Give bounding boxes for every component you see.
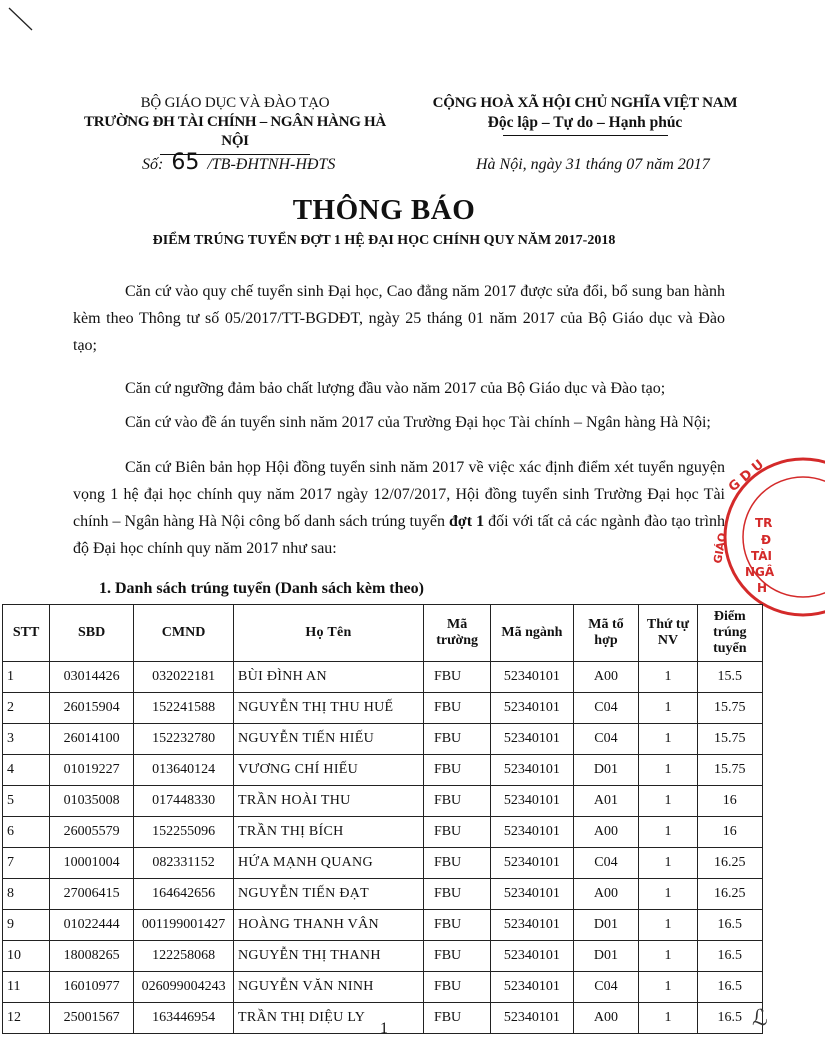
cell-diem: 15.75 [697,755,762,786]
table-row [3,755,763,786]
cell-diem: 16 [697,817,762,848]
ministry-header [70,94,400,155]
cell-ma-nganh: 52340101 [491,786,573,817]
cell-cmnd: 152232780 [134,724,234,755]
official-seal-stamp [711,452,825,622]
cell-ma-nganh: 52340101 [491,817,573,848]
cell-sbd: 18008265 [50,941,134,972]
cell-stt: 1 [3,662,50,693]
paragraph-legal-basis-4 [73,454,725,562]
cell-cmnd: 152241588 [134,693,234,724]
cell-ma-nganh: 52340101 [491,848,573,879]
cell-thu-tu-nv: 1 [639,693,697,724]
cell-ma-truong: FBU [423,848,490,879]
cell-stt: 6 [3,817,50,848]
paragraph-legal-basis-2: Căn cứ ngưỡng đảm bảo chất lượng đầu vào năm 2017 của Bộ Giáo dục và Đào tạo; [125,380,666,397]
cell-thu-tu-nv: 1 [639,817,697,848]
cell-stt: 4 [3,755,50,786]
cell-ma-truong: FBU [423,786,490,817]
cell-thu-tu-nv: 1 [639,724,697,755]
svg-text:G D U: G D U [725,457,768,496]
cell-ho-ten: TRẦN THỊ DIỆU LY [234,1003,424,1034]
paragraph-legal-basis-3: Căn cứ vào đề án tuyển sinh năm 2017 của Trường Đại học Tài chính – Ngân hàng Hà Nội; [125,414,711,431]
pen-stroke-mark [6,4,36,34]
col-header-diem: Điểm trúng tuyển [697,605,762,662]
cell-ma-nganh: 52340101 [491,755,573,786]
doc-number-suffix: /TB-ĐHTNH-HĐTS [207,156,336,173]
cell-thu-tu-nv: 1 [639,879,697,910]
national-motto: Độc lập – Tự do – Hạnh phúc [487,114,683,131]
cell-stt: 8 [3,879,50,910]
cell-ho-ten: VƯƠNG CHÍ HIẾU [234,755,424,786]
cell-stt: 3 [3,724,50,755]
cell-diem: 16.25 [697,879,762,910]
cell-diem: 15.5 [697,662,762,693]
cell-ma-truong: FBU [423,972,490,1003]
table-row [3,941,763,972]
cell-sbd: 26015904 [50,693,134,724]
cell-ho-ten: HỨA MẠNH QUANG [234,848,424,879]
cell-sbd: 25001567 [50,1003,134,1034]
cell-cmnd: 017448330 [134,786,234,817]
cell-sbd: 27006415 [50,879,134,910]
cell-cmnd: 152255096 [134,817,234,848]
cell-cmnd: 164642656 [134,879,234,910]
table-row [3,848,763,879]
table-row [3,879,763,910]
col-header-sbd: SBD [50,605,134,662]
table-row [3,724,763,755]
cell-ma-truong: FBU [423,879,490,910]
cell-ma-truong: FBU [423,693,490,724]
cell-thu-tu-nv: 1 [639,786,697,817]
cell-ma-nganh: 52340101 [491,1003,573,1034]
svg-text:Đ: Đ [761,533,772,547]
cell-diem: 16.5 [697,941,762,972]
cell-stt: 9 [3,910,50,941]
cell-diem: 15.75 [697,724,762,755]
col-header-ma-to-hop: Mã tổ hợp [573,605,639,662]
section-heading: 1. Danh sách trúng tuyển (Danh sách kèm theo) [99,580,424,597]
cell-ma-to-hop: C04 [573,972,639,1003]
cell-sbd: 01022444 [50,910,134,941]
cell-thu-tu-nv: 1 [639,1003,697,1034]
cell-sbd: 01035008 [50,786,134,817]
cell-ma-to-hop: C04 [573,724,639,755]
cell-thu-tu-nv: 1 [639,848,697,879]
cell-ma-truong: FBU [423,662,490,693]
cell-ma-truong: FBU [423,817,490,848]
table-row [3,662,763,693]
col-header-thu-tu-nv: Thứ tự NV [639,605,697,662]
cell-ma-to-hop: A00 [573,879,639,910]
cell-diem: 16.5 [697,1003,762,1034]
cell-diem: 16.5 [697,910,762,941]
svg-text:TR: TR [755,516,773,530]
cell-ma-to-hop: A00 [573,662,639,693]
cell-ho-ten: NGUYỄN TIẾN ĐẠT [234,879,424,910]
doc-number-handwritten: 65 [171,150,200,175]
cell-stt: 2 [3,693,50,724]
cell-ma-nganh: 52340101 [491,910,573,941]
svg-text:GIÁO: GIÁO [711,531,730,565]
cell-ma-nganh: 52340101 [491,693,573,724]
table-row [3,972,763,1003]
cell-thu-tu-nv: 1 [639,755,697,786]
university-name: TRƯỜNG ĐH TÀI CHÍNH – NGÂN HÀNG HÀ NỘI [84,114,386,149]
cell-ho-ten: TRẦN THỊ BÍCH [234,817,424,848]
cell-thu-tu-nv: 1 [639,910,697,941]
cell-sbd: 26005579 [50,817,134,848]
svg-text:H: H [757,581,768,595]
table-row [3,910,763,941]
paragraph-legal-basis-1: Căn cứ vào quy chế tuyển sinh Đại học, Cao đẳng năm 2017 được sửa đổi, bổ sung ban hành kèm theo Thông tư số 05/2017/TT-BGDĐT, ngày 25 tháng 01 năm 2017 của Bộ Giáo dục và Đào tạo; [73,283,725,354]
cell-diem: 15.75 [697,693,762,724]
cell-ma-nganh: 52340101 [491,879,573,910]
cell-sbd: 26014100 [50,724,134,755]
svg-text:TÀI: TÀI [751,549,773,563]
p4-text-start: Căn cứ Biên bản họp Hội đồng tuyển sinh năm 2017 về việc xác định điểm xét tuyển nguyện vọng 1 hệ đại học chính quy năm 2017 ngày 12/07/2017, Hội đồng tuyển sinh Trường Đại học Tài chính – Ngân hàng Hà Nội công bố danh sách trúng tuyển [73,459,725,530]
doc-number-prefix: Số: [142,156,164,173]
cell-cmnd: 163446954 [134,1003,234,1034]
cell-ma-nganh: 52340101 [491,724,573,755]
cell-cmnd: 013640124 [134,755,234,786]
issue-date: Hà Nội, ngày 31 tháng 07 năm 2017 [476,156,710,173]
col-header-cmnd: CMND [134,605,234,662]
cell-ma-to-hop: D01 [573,755,639,786]
cell-stt: 11 [3,972,50,1003]
cell-sbd: 16010977 [50,972,134,1003]
cell-diem: 16.5 [697,972,762,1003]
cell-ho-ten: NGUYỄN TIẾN HIẾU [234,724,424,755]
cell-diem: 16.25 [697,848,762,879]
cell-ho-ten: TRẦN HOÀI THU [234,786,424,817]
cell-ma-to-hop: D01 [573,941,639,972]
document-subtitle: ĐIỂM TRÚNG TUYỂN ĐỢT 1 HỆ ĐẠI HỌC CHÍNH QUY NĂM 2017-2018 [152,233,616,248]
national-header [420,94,750,136]
cell-ma-truong: FBU [423,755,490,786]
cell-stt: 5 [3,786,50,817]
p4-text-bold: đợt 1 [449,513,485,530]
cell-stt: 7 [3,848,50,879]
admission-results-table [2,604,763,1034]
cell-ma-to-hop: C04 [573,693,639,724]
cell-ho-ten: BÙI ĐÌNH AN [234,662,424,693]
cell-ma-to-hop: A00 [573,817,639,848]
cell-diem: 16 [697,786,762,817]
cell-ma-to-hop: D01 [573,910,639,941]
ministry-name: BỘ GIÁO DỤC VÀ ĐÀO TẠO [140,95,330,111]
cell-ma-to-hop: A01 [573,786,639,817]
svg-text:NGÂ: NGÂ [745,565,775,579]
document-title: THÔNG BÁO [292,194,476,226]
cell-ma-truong: FBU [423,1003,490,1034]
cell-thu-tu-nv: 1 [639,941,697,972]
cell-stt: 10 [3,941,50,972]
cell-ma-to-hop: C04 [573,848,639,879]
cell-cmnd: 032022181 [134,662,234,693]
cell-ma-truong: FBU [423,724,490,755]
cell-ma-nganh: 52340101 [491,662,573,693]
col-header-ho-ten: Họ Tên [234,605,424,662]
cell-cmnd: 082331152 [134,848,234,879]
cell-ho-ten: HOÀNG THANH VÂN [234,910,424,941]
cell-sbd: 10001004 [50,848,134,879]
cell-cmnd: 026099004243 [134,972,234,1003]
cell-sbd: 01019227 [50,755,134,786]
cell-ma-truong: FBU [423,941,490,972]
cell-ma-truong: FBU [423,910,490,941]
cell-cmnd: 001199001427 [134,910,234,941]
cell-ma-nganh: 52340101 [491,972,573,1003]
cell-thu-tu-nv: 1 [639,972,697,1003]
page-number: 1 [380,1020,388,1037]
cell-ho-ten: NGUYỄN THỊ THANH [234,941,424,972]
cell-stt: 12 [3,1003,50,1034]
table-body [3,662,763,1034]
document-number [142,150,335,175]
col-header-ma-truong: Mã trường [423,605,490,662]
table-row [3,786,763,817]
p4-text-end: đối với tất cả các ngành đào tạo trình độ Đại học chính quy năm 2017 như sau: [73,513,725,557]
table-header-row [3,605,763,662]
motto-underline [503,135,668,136]
handwritten-corner-mark: ℒ [752,1006,768,1031]
cell-ho-ten: NGUYỄN THỊ THU HUẾ [234,693,424,724]
cell-cmnd: 122258068 [134,941,234,972]
col-header-stt: STT [3,605,50,662]
cell-thu-tu-nv: 1 [639,662,697,693]
cell-sbd: 03014426 [50,662,134,693]
table-row [3,817,763,848]
table-row [3,693,763,724]
cell-ma-nganh: 52340101 [491,941,573,972]
col-header-ma-nganh: Mã ngành [491,605,573,662]
cell-ma-to-hop: A00 [573,1003,639,1034]
national-title: CỘNG HOÀ XÃ HỘI CHỦ NGHĨA VIỆT NAM [432,95,738,111]
cell-ho-ten: NGUYỄN VĂN NINH [234,972,424,1003]
